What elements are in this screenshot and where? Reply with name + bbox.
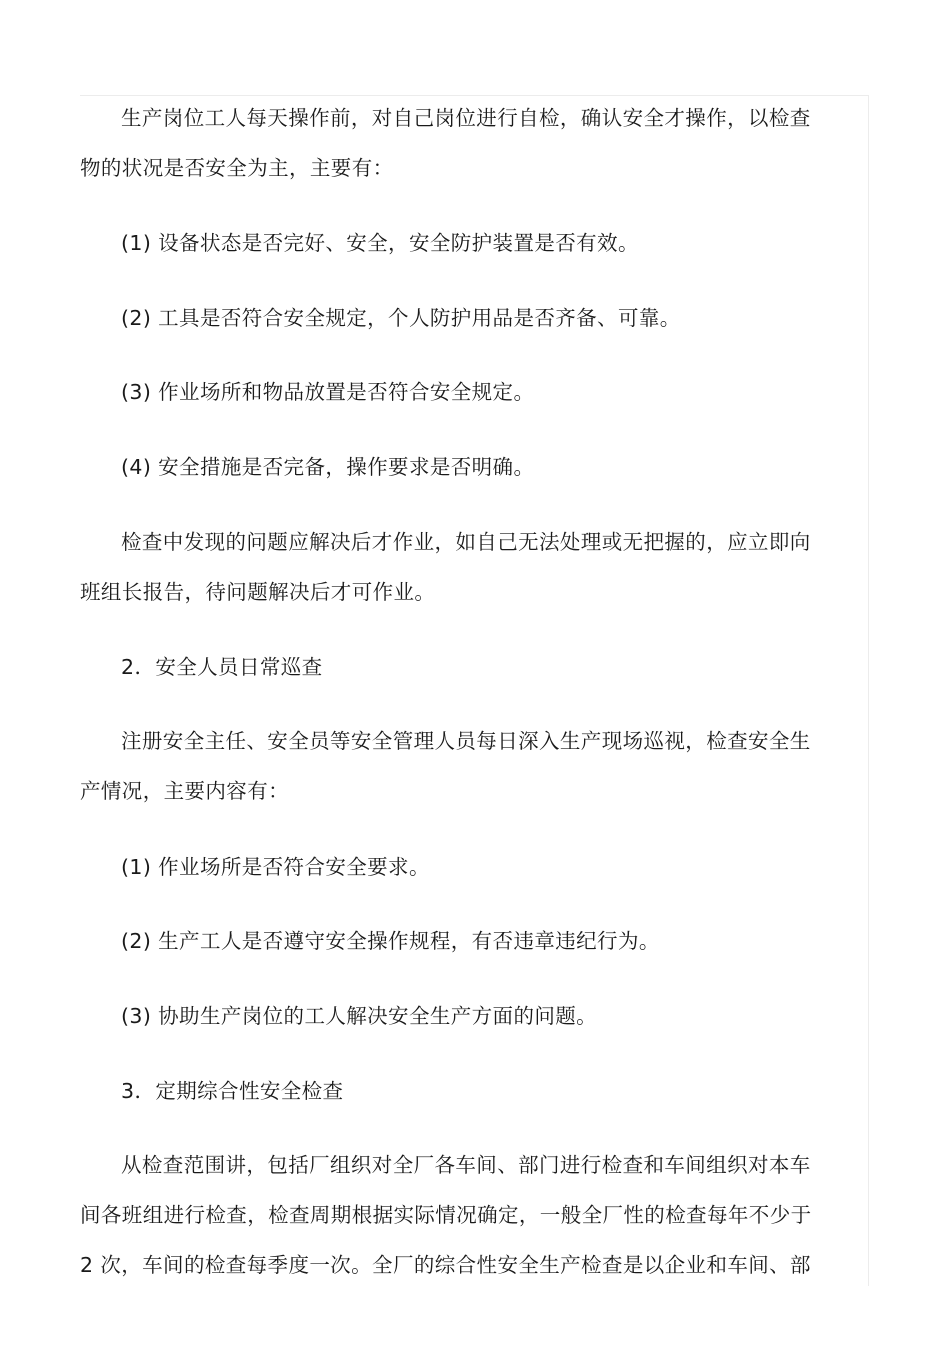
list-item-equipment: (1) 设备状态是否完好、安全，安全防护装置是否有效。 <box>121 231 639 255</box>
list-item-workplace: (3) 作业场所和物品放置是否符合安全规定。 <box>121 380 535 404</box>
list-item-patrol-rules: (2) 生产工人是否遵守安全操作规程，有否违章违纪行为。 <box>121 929 660 953</box>
list-item-patrol-workplace: (1) 作业场所是否符合安全要求。 <box>121 855 430 879</box>
list-item-measures: (4) 安全措施是否完备，操作要求是否明确。 <box>121 455 535 479</box>
section-heading-daily-patrol: 2．安全人员日常巡查 <box>121 655 323 679</box>
list-item-tools: (2) 工具是否符合安全规定，个人防护用品是否齐备、可靠。 <box>121 306 681 330</box>
section-heading-periodic-inspection: 3．定期综合性安全检查 <box>121 1079 344 1103</box>
list-item-patrol-assist: (3) 协助生产岗位的工人解决安全生产方面的问题。 <box>121 1004 598 1028</box>
paragraph-intro: 生产岗位工人每天操作前，对自己岗位进行自检，确认安全才操作，以检查物的状况是否安全为主，主要有： <box>80 106 811 180</box>
paragraph-inspection-scope: 从检查范围讲，包括厂组织对全厂各车间、部门进行检查和车间组织对本车间各班组进行检查，检查周期根据实际情况确定，一般全厂性的检查每年不少于2 次，车间的检查每季度一次。全厂的综合性安全生产检查是以企业和车间、部 <box>80 1153 812 1277</box>
paragraph-problem-handling: 检查中发现的问题应解决后才作业，如自己无法处理或无把握的，应立即向班组长报告，待问题解决后才可作业。 <box>80 530 811 604</box>
paragraph-patrol-intro: 注册安全主任、安全员等安全管理人员每日深入生产现场巡视，检查安全生产情况，主要内容有： <box>80 729 811 803</box>
